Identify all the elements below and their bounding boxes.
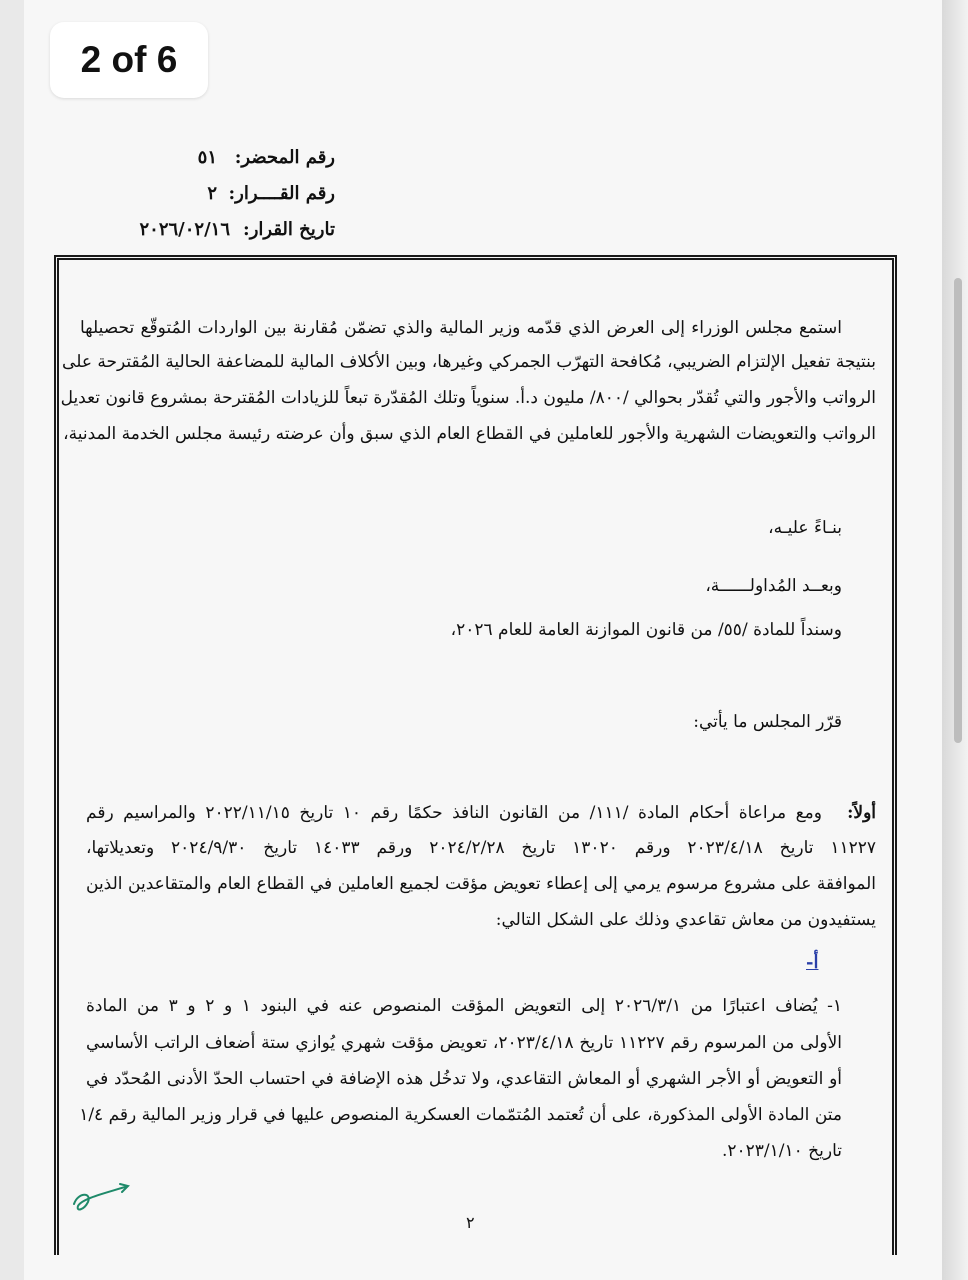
intro-line: استمع مجلس الوزراء إلى العرض الذي قدّمه وزير المالية والذي تضمّن مُقارنة بين الواردات المُتوقّع تحصيلها [80, 318, 842, 338]
scrollbar-track[interactable] [942, 0, 968, 1280]
minutes-number-value: ٥١ [197, 147, 217, 168]
page-indicator: 2 of 6 [50, 22, 208, 98]
deliberation-text: وبعــد المُداولــــــة، [705, 576, 842, 596]
first-clause-label: أولاً: [847, 803, 876, 823]
intro-line: الرواتب والتعويضات الشهرية والأجور للعاملين في القطاع العام الذي سبق وأن عرضته رئيسة مجلس الخدمة المدنية، [63, 424, 876, 444]
decision-number-row [90, 183, 335, 217]
decision-number-value: ٢ [207, 183, 217, 204]
decision-number-label: رقم القــــرار: [228, 183, 335, 204]
minutes-number-row [90, 147, 335, 181]
item-one-line: تاريخ ٢٠٢٣/١/١٠. [721, 1141, 842, 1161]
legal-basis-text: وسنداً للمادة /٥٥/ من قانون الموازنة العامة للعام ٢٠٢٦، [450, 620, 842, 640]
first-clause-line: الموافقة على مشروع مرسوم يرمي إلى إعطاء تعويض مؤقت لجميع العاملين في القطاع العام والمتقاعدين الذين [86, 874, 876, 894]
decision-date-value: ٢٠٢٦/٠٢/١٦ [139, 219, 230, 240]
item-one-line: ١- يُضاف اعتبارًا من ٢٠٢٦/٣/١ إلى التعويض المؤقت المنصوص عنه في البنود ١ و ٢ و ٣ من المادة [86, 996, 842, 1016]
council-decided-text: قرّر المجلس ما يأتي: [693, 712, 842, 732]
item-one-line: الأولى من المرسوم رقم ١١٢٢٧ تاريخ ٢٠٢٣/٤/١٨، تعويض مؤقت شهري يُوازي ستة أضعاف الراتب الأساسي [86, 1033, 842, 1053]
based-on-text: بنـاءً عليـه، [768, 518, 842, 538]
page-number: ٢ [466, 1213, 475, 1232]
first-clause-line: يستفيدون من معاش تقاعدي وذلك على الشكل التالي: [495, 910, 876, 930]
intro-line: الرواتب والأجور والتي تُقدّر بحوالي /٨٠٠/ مليون د.أ. سنوياً وتلك المُقدّرة تبعاً للزيادات المُقترحة بمشروع قانون تعديل [60, 388, 876, 408]
intro-line: بنتيجة تفعيل الإلتزام الضريبي، مُكافحة التهرّب الجمركي وغيرها، وبين الأكلاف المالية للمضاعفة الحالية المُقترحة على [62, 352, 876, 372]
first-clause-line: ١١٢٢٧ تاريخ ٢٠٢٣/٤/١٨ ورقم ١٣٠٢٠ تاريخ ٢٠٢٤/٢/٢٨ ورقم ١٤٠٣٣ تاريخ ٢٠٢٤/٩/٣٠ وتعديلاتها، [86, 838, 877, 858]
decision-date-label: تاريخ القرار: [243, 219, 335, 240]
scrollbar-thumb[interactable] [954, 278, 962, 743]
first-clause-line: ومع مراعاة أحكام المادة /١١١/ من القانون النافذ حكمًا رقم ١٠ تاريخ ٢٠٢٢/١١/١٥ والمراسيم رقم [86, 803, 822, 823]
item-one-line: متن المادة الأولى المذكورة، على أن تُعتمد المُتمّمات العسكرية المنصوص عليها في قرار وزير المالية رقم ١/٤ [79, 1105, 842, 1125]
minutes-number-label: رقم المحضر: [234, 147, 335, 168]
signature-initials [70, 1178, 140, 1218]
item-one-line: أو التعويض أو الأجر الشهري أو المعاش التقاعدي، ولا تدخُل هذه الإضافة في احتساب الحدّ الأدنى المُحدّد في [86, 1069, 842, 1089]
section-a-heading: أ- [806, 952, 819, 973]
decision-date-row [90, 219, 335, 253]
